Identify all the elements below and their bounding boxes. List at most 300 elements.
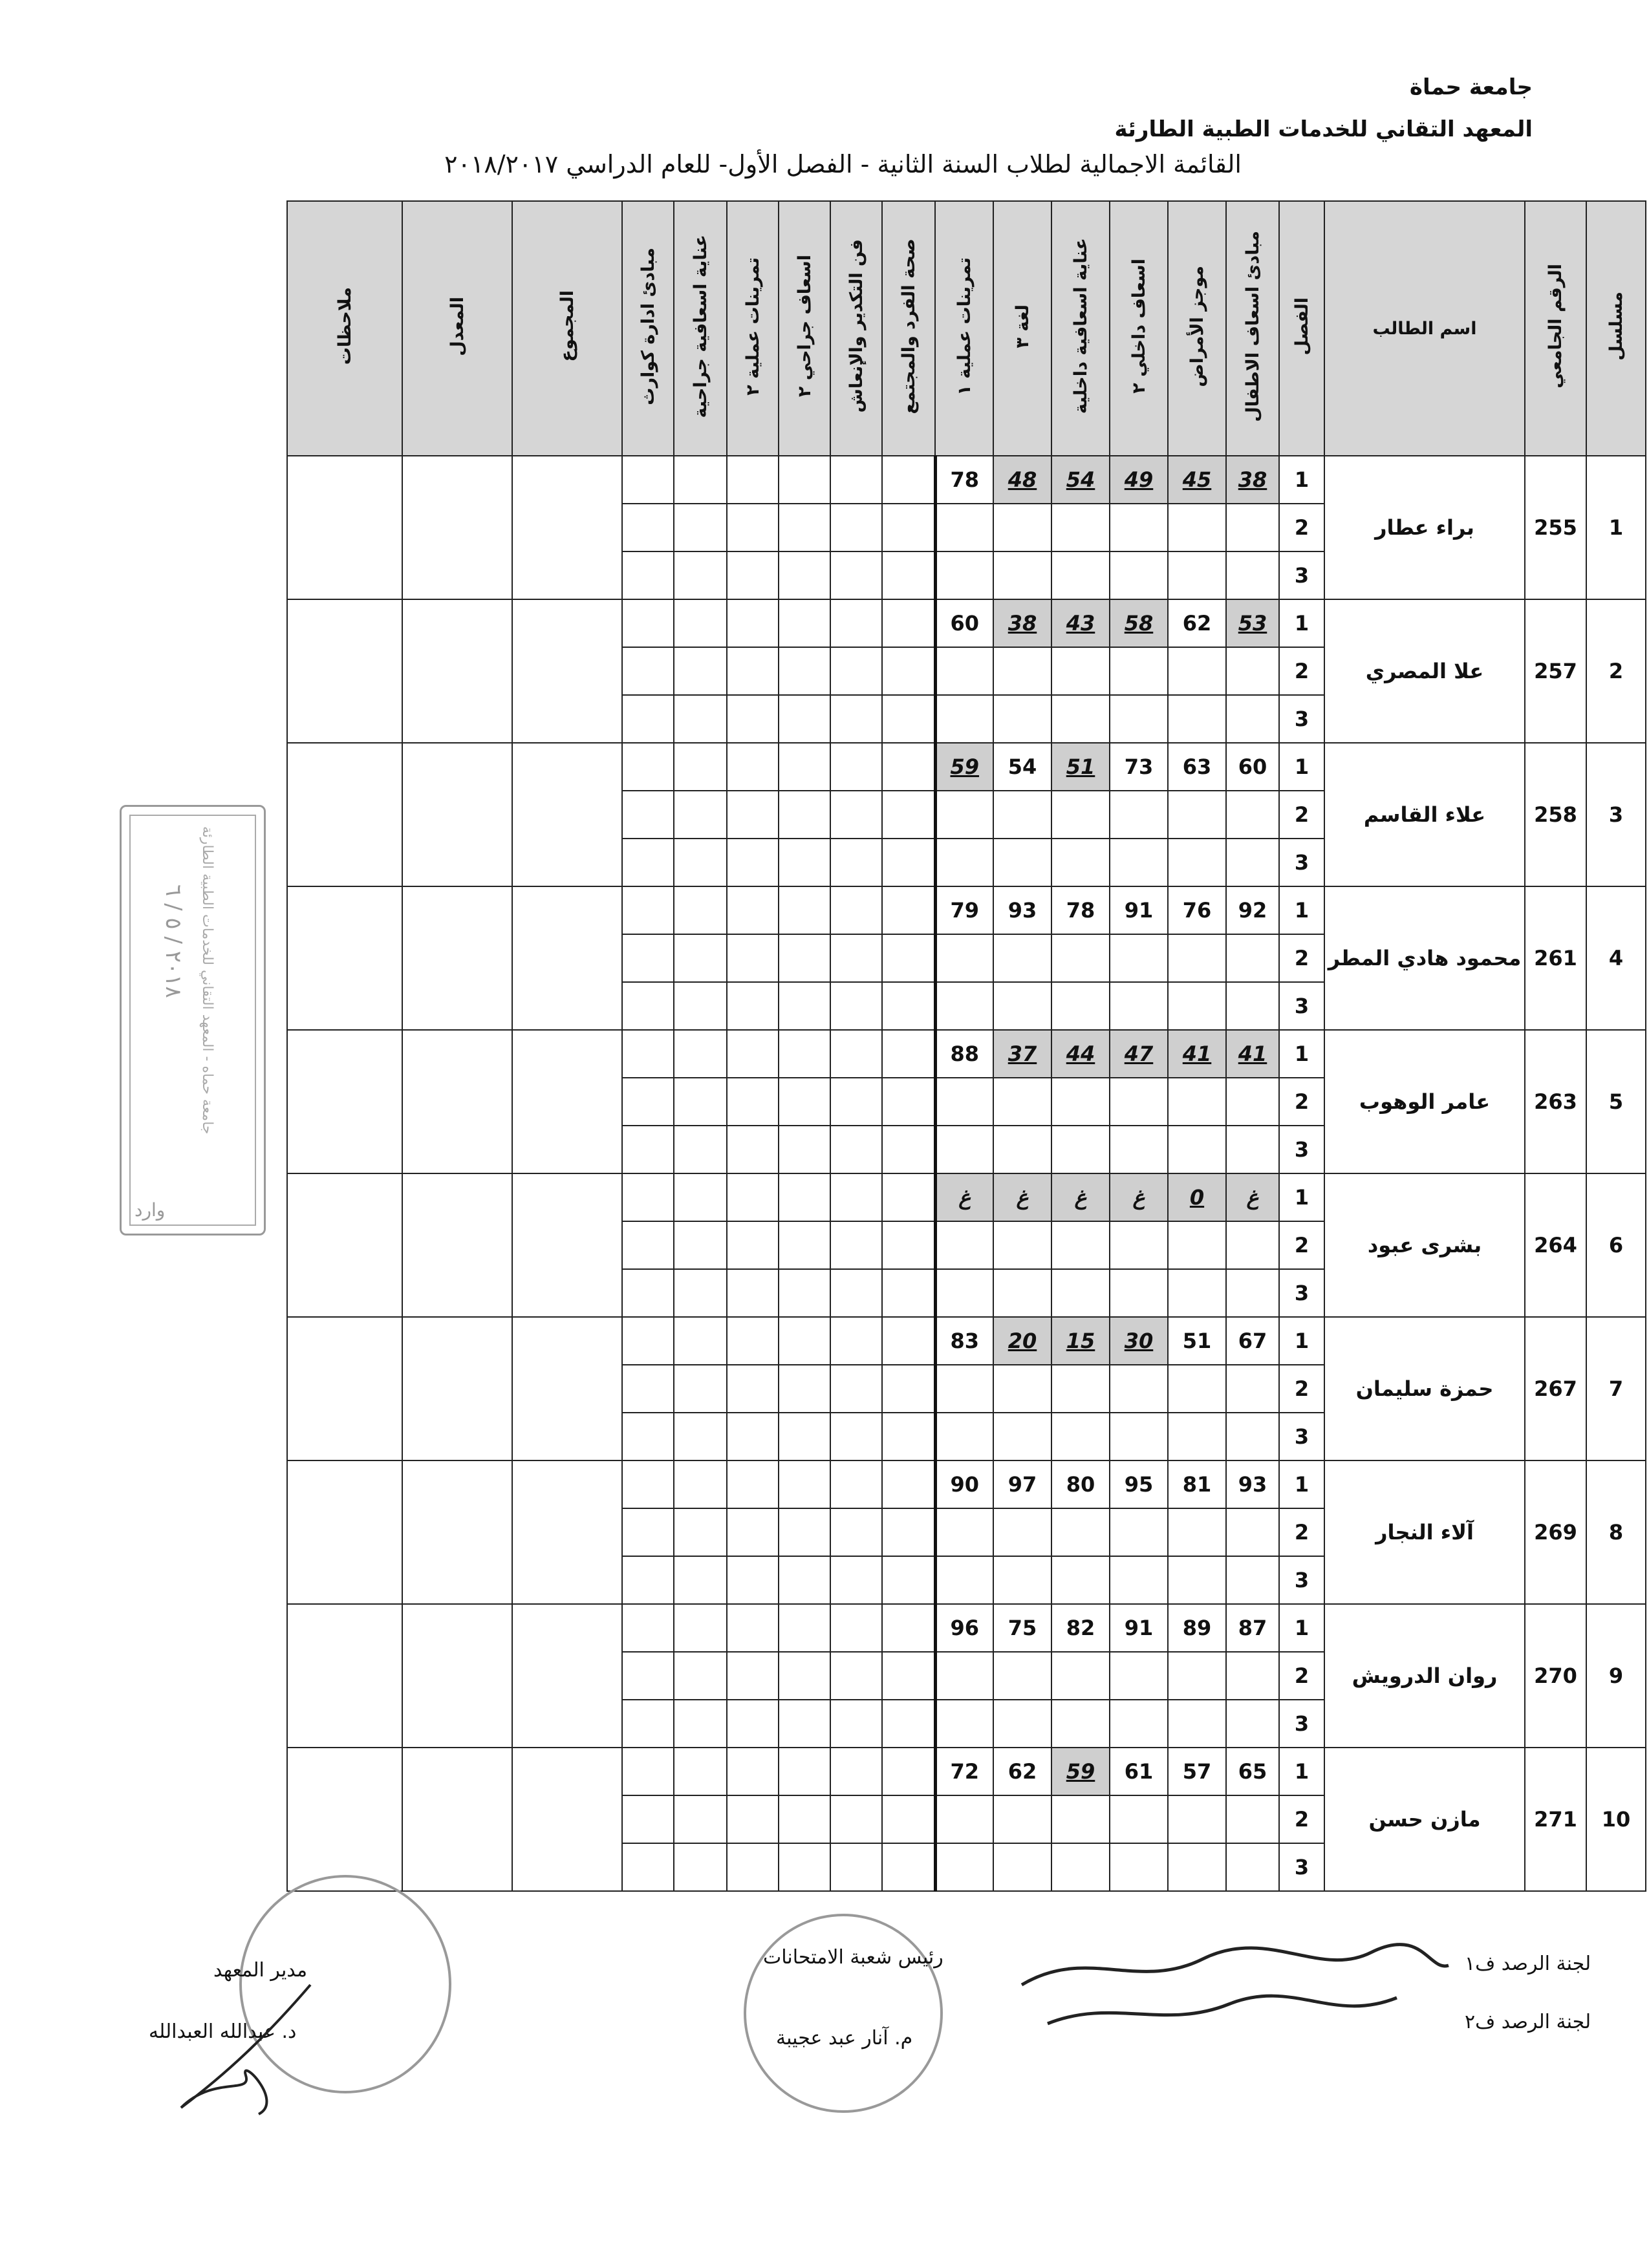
header-subject-6-label: تمرينات عملية ١	[954, 257, 975, 396]
student-name: علاء القاسم	[1324, 743, 1525, 886]
notes-cell	[287, 743, 402, 886]
student-name: براء عطار	[1324, 456, 1525, 599]
grade-cell	[779, 1556, 830, 1604]
grade-cell	[935, 1795, 993, 1843]
grade-cell: 51	[1051, 743, 1110, 791]
grade-cell	[935, 551, 993, 599]
grade-cell	[1226, 1843, 1279, 1891]
average-cell	[402, 1173, 512, 1317]
grade-cell	[882, 1556, 935, 1604]
grade-cell: 53	[1226, 599, 1279, 647]
grade-cell	[779, 551, 830, 599]
grade-cell	[993, 1556, 1051, 1604]
grade-cell	[1051, 1078, 1110, 1126]
grade-cell	[779, 839, 830, 886]
grade-cell	[779, 1269, 830, 1317]
grade-cell	[622, 456, 674, 504]
serial: 7	[1586, 1317, 1646, 1460]
grade-cell	[779, 1700, 830, 1748]
grade-cell	[727, 1365, 779, 1413]
grade-cell	[622, 1652, 674, 1700]
table-header	[287, 201, 1646, 456]
term-cell: 2	[1279, 1652, 1324, 1700]
grade-cell: 45	[1168, 456, 1226, 504]
average-cell	[402, 886, 512, 1030]
grade-cell: 38	[1226, 456, 1279, 504]
grade-cell	[1051, 1221, 1110, 1269]
grade-cell	[1051, 504, 1110, 551]
table-row	[287, 743, 1646, 791]
institute-name: المعهد التقاني للخدمات الطبية الطارئة	[1114, 116, 1533, 142]
grade-cell	[830, 839, 882, 886]
total-cell	[512, 743, 622, 886]
grade-cell	[1110, 551, 1168, 599]
grade-cell	[830, 1508, 882, 1556]
student-name: حمزة سليمان	[1324, 1317, 1525, 1460]
grade-cell	[882, 1843, 935, 1891]
grade-cell	[882, 982, 935, 1030]
grade-cell	[882, 839, 935, 886]
grade-cell	[882, 1460, 935, 1508]
grade-cell	[1051, 791, 1110, 839]
term-cell: 3	[1279, 1126, 1324, 1173]
grade-cell	[1226, 1126, 1279, 1173]
grade-cell	[1110, 791, 1168, 839]
grade-cell	[727, 791, 779, 839]
header-subject-9-label: اسعاف جراحي ٢	[794, 255, 815, 398]
term-cell: 2	[1279, 1078, 1324, 1126]
grade-cell	[1110, 1843, 1168, 1891]
grade-cell	[830, 1078, 882, 1126]
grade-cell: 79	[935, 886, 993, 934]
table-row	[287, 886, 1646, 934]
grade-cell	[779, 1460, 830, 1508]
grade-cell: 57	[1168, 1748, 1226, 1795]
grade-cell	[779, 886, 830, 934]
stamp-label: وارد	[135, 1199, 166, 1221]
grade-cell	[779, 982, 830, 1030]
grade-cell: 96	[935, 1604, 993, 1652]
grade-cell	[830, 1652, 882, 1700]
grade-cell	[674, 791, 727, 839]
total-cell	[512, 456, 622, 599]
grade-cell: غ	[993, 1173, 1051, 1221]
grade-cell	[779, 1652, 830, 1700]
grade-cell	[1110, 1700, 1168, 1748]
header-subject-1	[1226, 201, 1279, 456]
notes-cell	[287, 1317, 402, 1460]
grade-cell	[882, 1748, 935, 1795]
grade-cell: 97	[993, 1460, 1051, 1508]
grade-cell: 67	[1226, 1317, 1279, 1365]
grade-cell	[727, 1748, 779, 1795]
term-cell: 3	[1279, 1413, 1324, 1460]
grade-cell	[1110, 647, 1168, 695]
grade-cell	[779, 1078, 830, 1126]
header-average	[402, 201, 512, 456]
grade-cell	[882, 743, 935, 791]
grade-cell: 75	[993, 1604, 1051, 1652]
grade-cell	[1168, 839, 1226, 886]
grade-cell	[935, 1556, 993, 1604]
grade-cell	[882, 1795, 935, 1843]
grade-cell	[882, 1652, 935, 1700]
grade-cell	[830, 1126, 882, 1173]
average-cell	[402, 1317, 512, 1460]
grade-cell	[830, 1748, 882, 1795]
total-cell	[512, 1317, 622, 1460]
notes-cell	[287, 886, 402, 1030]
grade-cell	[779, 1317, 830, 1365]
grade-cell	[622, 1126, 674, 1173]
header-subject-11-label: عناية اسعافية جراحية	[690, 234, 711, 418]
grade-cell	[779, 1748, 830, 1795]
grade-cell: 91	[1110, 886, 1168, 934]
univ-no: 264	[1525, 1173, 1586, 1317]
grade-cell	[622, 1748, 674, 1795]
committee-1-label: لجنة الرصد ف١	[1465, 1952, 1591, 1975]
grade-cell	[674, 1748, 727, 1795]
grade-cell	[1051, 695, 1110, 743]
grade-cell	[1168, 1700, 1226, 1748]
grade-cell	[622, 839, 674, 886]
grade-cell: 43	[1051, 599, 1110, 647]
table-row	[287, 1030, 1646, 1078]
grade-cell	[727, 599, 779, 647]
univ-no: 255	[1525, 456, 1586, 599]
grade-cell	[882, 1269, 935, 1317]
grade-cell	[622, 934, 674, 982]
grade-cell	[779, 1413, 830, 1460]
grade-cell	[830, 743, 882, 791]
header-notes-label: ملاحظات	[334, 287, 355, 365]
grade-cell: غ	[1110, 1173, 1168, 1221]
grade-cell	[622, 1078, 674, 1126]
grade-cell: 59	[935, 743, 993, 791]
grade-cell: 89	[1168, 1604, 1226, 1652]
committee-2-label: لجنة الرصد ف٢	[1465, 2011, 1591, 2033]
grade-cell	[830, 1365, 882, 1413]
header-subject-12	[622, 201, 674, 456]
grade-cell	[727, 1556, 779, 1604]
grade-cell	[727, 456, 779, 504]
header-total	[512, 201, 622, 456]
grade-cell	[779, 791, 830, 839]
grade-cell	[1226, 1221, 1279, 1269]
total-cell	[512, 1030, 622, 1173]
grade-cell	[1226, 934, 1279, 982]
header-univ-no	[1525, 201, 1586, 456]
term-cell: 1	[1279, 456, 1324, 504]
grade-cell: 51	[1168, 1317, 1226, 1365]
term-cell: 1	[1279, 599, 1324, 647]
grade-cell	[727, 1221, 779, 1269]
grade-cell	[882, 1126, 935, 1173]
university-name: جامعة حماة	[1409, 74, 1533, 100]
term-cell: 3	[1279, 839, 1324, 886]
header-notes	[287, 201, 402, 456]
grade-cell	[1051, 647, 1110, 695]
grade-cell	[1110, 1221, 1168, 1269]
total-cell	[512, 1748, 622, 1891]
grade-cell	[882, 647, 935, 695]
grade-cell	[727, 1604, 779, 1652]
director-label: مدير المعهد	[213, 1959, 308, 1982]
grade-cell	[1226, 1795, 1279, 1843]
grade-cell	[727, 695, 779, 743]
grade-cell	[779, 1508, 830, 1556]
grade-cell: 61	[1110, 1748, 1168, 1795]
term-cell: 2	[1279, 1795, 1324, 1843]
grade-cell	[935, 1700, 993, 1748]
grade-cell	[935, 1221, 993, 1269]
grade-cell: غ	[1226, 1173, 1279, 1221]
grade-cell	[830, 886, 882, 934]
grade-cell	[1168, 1556, 1226, 1604]
grade-cell	[1226, 551, 1279, 599]
grade-cell	[882, 599, 935, 647]
average-cell	[402, 599, 512, 743]
grade-cell	[727, 1460, 779, 1508]
term-cell: 1	[1279, 1460, 1324, 1508]
grade-cell: 82	[1051, 1604, 1110, 1652]
grade-cell	[674, 1173, 727, 1221]
grade-cell	[993, 1413, 1051, 1460]
total-cell	[512, 1173, 622, 1317]
grade-cell: 37	[993, 1030, 1051, 1078]
grade-cell	[674, 647, 727, 695]
grade-cell: 60	[935, 599, 993, 647]
term-cell: 3	[1279, 1700, 1324, 1748]
notes-cell	[287, 1460, 402, 1604]
grade-cell	[993, 1652, 1051, 1700]
grade-cell	[935, 1508, 993, 1556]
grade-cell	[674, 504, 727, 551]
grade-cell	[830, 1843, 882, 1891]
grade-cell	[882, 1413, 935, 1460]
grade-cell: 60	[1226, 743, 1279, 791]
term-cell: 1	[1279, 743, 1324, 791]
header-total-label: المجموع	[557, 290, 577, 362]
grade-cell: 54	[1051, 456, 1110, 504]
serial: 9	[1586, 1604, 1646, 1748]
grade-cell	[622, 1365, 674, 1413]
grade-cell: 65	[1226, 1748, 1279, 1795]
header-subject-3	[1110, 201, 1168, 456]
grade-cell	[1051, 1843, 1110, 1891]
term-cell: 2	[1279, 791, 1324, 839]
grades-table	[286, 200, 1646, 1892]
grade-cell	[622, 551, 674, 599]
student-name: علا المصري	[1324, 599, 1525, 743]
grade-cell	[882, 551, 935, 599]
grade-cell	[622, 1460, 674, 1508]
grade-cell	[727, 886, 779, 934]
grade-cell	[1168, 1365, 1226, 1413]
grade-cell	[1051, 1795, 1110, 1843]
student-name: بشرى عبود	[1324, 1173, 1525, 1317]
student-name: عامر الوهوب	[1324, 1030, 1525, 1173]
header-subject-8	[830, 201, 882, 456]
average-cell	[402, 456, 512, 599]
grade-cell	[779, 934, 830, 982]
term-cell: 1	[1279, 886, 1324, 934]
grade-cell	[1226, 982, 1279, 1030]
grade-cell	[779, 1030, 830, 1078]
header-average-label: المعدل	[447, 296, 468, 356]
table-row	[287, 1317, 1646, 1365]
grade-cell	[1110, 1556, 1168, 1604]
grade-cell	[935, 1365, 993, 1413]
director-signature	[155, 1978, 323, 2127]
grade-cell	[674, 1317, 727, 1365]
grade-cell	[674, 1843, 727, 1891]
grade-cell	[993, 934, 1051, 982]
header-subject-7-label: صحة الفرد والمجتمع	[898, 238, 919, 414]
grade-cell	[935, 934, 993, 982]
grade-cell	[727, 504, 779, 551]
grade-cell	[993, 504, 1051, 551]
grade-cell	[935, 647, 993, 695]
grade-cell	[1110, 695, 1168, 743]
grade-cell: 78	[935, 456, 993, 504]
grade-cell: 47	[1110, 1030, 1168, 1078]
grade-cell: 44	[1051, 1030, 1110, 1078]
grade-cell	[727, 743, 779, 791]
grade-cell	[779, 504, 830, 551]
header-subject-2-label: موجز الأمراض	[1187, 265, 1207, 387]
grade-cell	[1051, 982, 1110, 1030]
incoming-stamp	[120, 805, 266, 1236]
average-cell	[402, 1604, 512, 1748]
grade-cell	[993, 647, 1051, 695]
grade-cell	[727, 1269, 779, 1317]
grade-cell	[1110, 934, 1168, 982]
grade-cell	[727, 1508, 779, 1556]
grade-cell	[830, 1604, 882, 1652]
header-subject-4-label: عناية اسعافية داخلية	[1070, 238, 1091, 414]
grade-cell	[1051, 1556, 1110, 1604]
notes-cell	[287, 1030, 402, 1173]
grade-cell	[779, 647, 830, 695]
univ-no: 261	[1525, 886, 1586, 1030]
grade-cell: 41	[1168, 1030, 1226, 1078]
grade-cell	[882, 791, 935, 839]
grade-cell	[1051, 934, 1110, 982]
grade-cell	[779, 1843, 830, 1891]
exams-head-name: م. آنار عبد عجيبة	[776, 2027, 913, 2049]
header-serial-label: مسلسل	[1606, 292, 1626, 361]
grade-cell	[935, 839, 993, 886]
grade-cell	[882, 695, 935, 743]
header-term	[1279, 201, 1324, 456]
grade-cell	[727, 1795, 779, 1843]
grade-cell	[830, 1221, 882, 1269]
table-row	[287, 1173, 1646, 1221]
total-cell	[512, 886, 622, 1030]
grade-cell	[622, 743, 674, 791]
grade-cell	[830, 647, 882, 695]
header-term-label: الفصل	[1291, 297, 1312, 356]
committee-signatures	[1009, 1933, 1461, 2030]
grade-cell: غ	[1051, 1173, 1110, 1221]
grade-cell	[935, 1843, 993, 1891]
grade-cell	[882, 886, 935, 934]
grade-cell	[1168, 982, 1226, 1030]
grade-cell	[993, 791, 1051, 839]
grade-cell	[622, 1795, 674, 1843]
grade-cell	[1168, 1795, 1226, 1843]
table-row	[287, 599, 1646, 647]
grade-cell	[674, 456, 727, 504]
grade-cell	[779, 1604, 830, 1652]
grade-cell	[1226, 1508, 1279, 1556]
grade-cell	[622, 599, 674, 647]
grade-cell	[830, 1269, 882, 1317]
grade-cell	[1226, 1413, 1279, 1460]
grade-cell: 58	[1110, 599, 1168, 647]
grade-cell	[727, 551, 779, 599]
grade-cell	[882, 1221, 935, 1269]
grade-cell	[830, 1795, 882, 1843]
grade-cell	[674, 1652, 727, 1700]
term-cell: 2	[1279, 647, 1324, 695]
grade-cell	[674, 1700, 727, 1748]
grade-cell	[779, 1365, 830, 1413]
grade-cell: 72	[935, 1748, 993, 1795]
average-cell	[402, 1030, 512, 1173]
grade-cell: 62	[1168, 599, 1226, 647]
grade-cell: 59	[1051, 1748, 1110, 1795]
header-subject-4	[1051, 201, 1110, 456]
grade-cell	[727, 839, 779, 886]
grade-cell	[1168, 1843, 1226, 1891]
grade-cell	[779, 1221, 830, 1269]
term-cell: 1	[1279, 1604, 1324, 1652]
grade-cell	[674, 934, 727, 982]
grade-cell: 92	[1226, 886, 1279, 934]
term-cell: 3	[1279, 551, 1324, 599]
header-subject-3-label: اسعاف داخلي ٢	[1128, 259, 1149, 394]
grade-cell	[993, 1700, 1051, 1748]
grade-cell	[1051, 1365, 1110, 1413]
grade-cell	[779, 1173, 830, 1221]
grade-cell	[1110, 1365, 1168, 1413]
grade-cell: 80	[1051, 1460, 1110, 1508]
grade-cell	[993, 1221, 1051, 1269]
grade-cell: 15	[1051, 1317, 1110, 1365]
grade-cell	[993, 839, 1051, 886]
grade-cell	[1168, 1221, 1226, 1269]
grade-cell	[674, 1126, 727, 1173]
serial: 6	[1586, 1173, 1646, 1317]
grade-cell: 78	[1051, 886, 1110, 934]
header-name	[1324, 201, 1525, 456]
grade-cell	[622, 504, 674, 551]
grade-cell	[779, 456, 830, 504]
univ-no: 258	[1525, 743, 1586, 886]
header-subject-10-label: تمرينات عملية ٢	[742, 257, 763, 396]
grade-cell	[830, 1460, 882, 1508]
header-subject-10	[727, 201, 779, 456]
grade-cell	[1226, 695, 1279, 743]
grade-cell	[622, 1269, 674, 1317]
grade-cell	[993, 1269, 1051, 1317]
grade-cell	[993, 1078, 1051, 1126]
grade-cell	[1226, 647, 1279, 695]
grade-cell	[935, 1269, 993, 1317]
grade-cell	[727, 1173, 779, 1221]
